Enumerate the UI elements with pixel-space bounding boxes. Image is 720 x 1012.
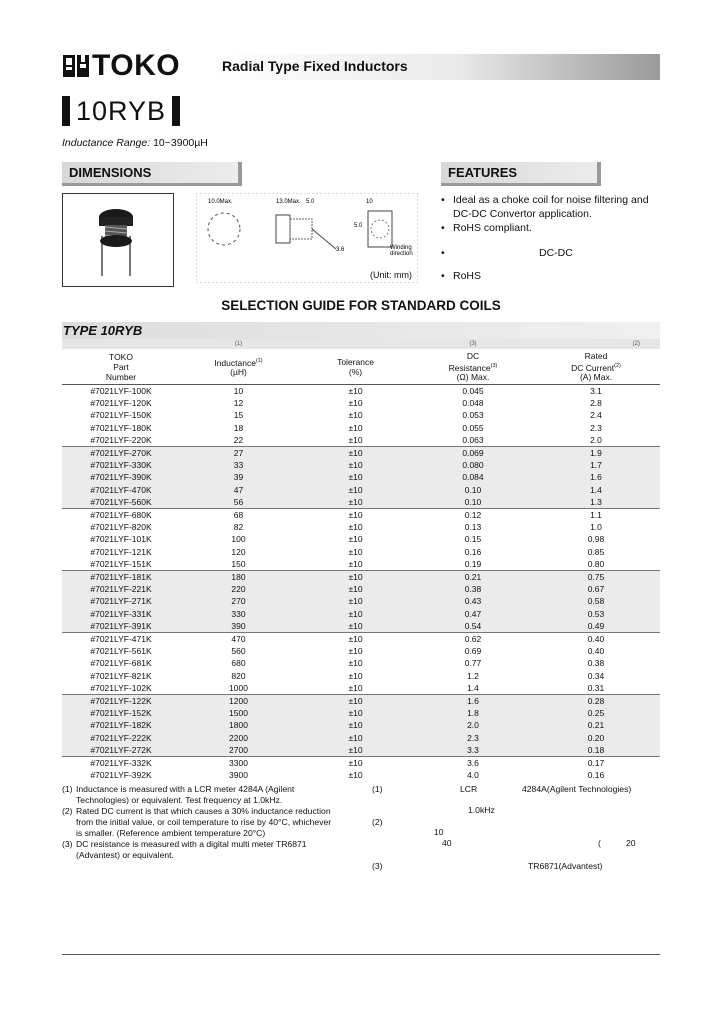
- cell-inductance: 2700: [180, 744, 297, 757]
- cell-dc-resistance: 0.048: [462, 398, 484, 409]
- cell-rated-current: 0.20: [532, 732, 660, 744]
- cell-rated-current: 0.34: [587, 670, 605, 681]
- cell-inductance: 330: [180, 608, 297, 620]
- cell-inductance: 120: [231, 546, 246, 557]
- cell-tolerance: ±10: [297, 719, 414, 731]
- cell-part-number: #7021LYF-101K: [90, 534, 152, 545]
- table-row: [62, 558, 660, 571]
- note-item: (1) Inductance is measured with a LCR meter 4284A (Agilent Technologies) or equivalent. Test frequency at 1.0kHz.: [62, 784, 295, 805]
- part-name: 10RYB: [76, 96, 167, 126]
- toko-logo-mark-icon: [62, 53, 90, 79]
- bullet-icon: •: [441, 270, 445, 282]
- cell-tolerance: ±10: [297, 620, 414, 633]
- cell-rated-current: 1.0: [590, 522, 602, 533]
- cell-part-number: #7021LYF-152K: [62, 707, 180, 719]
- part-heading: [62, 96, 180, 126]
- cell-inductance: 12: [233, 398, 244, 409]
- cell-dc-resistance: 0.045: [462, 386, 484, 396]
- bullet-icon: •: [441, 222, 445, 234]
- cell-tolerance: ±10: [348, 522, 363, 533]
- cell-tolerance: ±10: [348, 546, 363, 557]
- cell-part-number: #7021LYF-270K: [62, 447, 180, 460]
- cell-dc-resistance: 0.16: [464, 546, 482, 557]
- bullet-icon: •: [441, 194, 445, 206]
- dim-label-7: direction: [390, 251, 413, 257]
- cell-part-number: #7021LYF-150K: [90, 410, 152, 421]
- cell-inductance: 270: [180, 595, 297, 607]
- cell-part-number: #7021LYF-121K: [90, 546, 152, 557]
- cell-tolerance: ±10: [348, 386, 363, 396]
- table-row: [62, 695, 660, 708]
- cell-rated-current: 0.49: [532, 620, 660, 633]
- cell-rated-current: 2.3: [590, 422, 602, 433]
- cell-rated-current: 0.85: [587, 546, 605, 557]
- cell-tolerance: ±10: [348, 422, 363, 433]
- cell-part-number: #7021LYF-391K: [62, 620, 180, 633]
- table-row: [62, 484, 660, 496]
- table-row: [62, 757, 660, 770]
- cell-part-number: #7021LYF-102K: [62, 682, 180, 695]
- cell-inductance: 1000: [180, 682, 297, 695]
- col-header-part: TOKO Part Number: [62, 349, 180, 385]
- dim-label-1: 13.0Max.: [276, 199, 301, 205]
- table-row: [62, 682, 660, 695]
- cell-inductance: 150: [180, 558, 297, 571]
- cell-dc-resistance: 0.12: [464, 510, 482, 521]
- cell-part-number: #7021LYF-272K: [62, 744, 180, 757]
- cell-part-number: #7021LYF-820K: [90, 522, 152, 533]
- cell-inductance: 22: [180, 434, 297, 447]
- cell-dc-resistance: 0.15: [464, 534, 482, 545]
- cell-inductance: 56: [180, 496, 297, 509]
- cell-tolerance: ±10: [297, 583, 414, 595]
- range-label: Inductance Range:: [62, 137, 151, 149]
- col-header-inductance: Inductance$^{(1)}$ (µH): [180, 349, 297, 385]
- cell-rated-current: 0.58: [532, 595, 660, 607]
- cell-tolerance: ±10: [348, 398, 363, 409]
- cell-part-number: #7021LYF-180K: [90, 422, 152, 433]
- cell-inductance: 27: [180, 447, 297, 460]
- cell-tolerance: ±10: [297, 484, 414, 496]
- cell-dc-resistance: 1.4: [414, 682, 532, 695]
- cell-inductance: 33: [180, 459, 297, 471]
- cell-part-number: #7021LYF-120K: [90, 398, 152, 409]
- cell-part-number: #7021LYF-151K: [62, 558, 180, 571]
- table-row: [62, 620, 660, 633]
- cell-dc-resistance: 1.2: [467, 670, 479, 681]
- dim-label-2: 5.0: [306, 199, 315, 205]
- cell-part-number: #7021LYF-222K: [62, 732, 180, 744]
- cell-rated-current: 0.21: [532, 719, 660, 731]
- cell-part-number: #7021LYF-471K: [90, 634, 152, 645]
- cell-part-number: #7021LYF-392K: [90, 770, 152, 781]
- unit-label: (Unit: mm): [370, 270, 412, 280]
- cell-tolerance: ±10: [348, 410, 363, 421]
- cell-tolerance: ±10: [348, 658, 363, 669]
- cell-inductance: 180: [180, 571, 297, 584]
- col-header-tolerance: Tolerance (%): [297, 349, 414, 385]
- cell-part-number: #7021LYF-561K: [90, 646, 152, 657]
- table-row: [62, 434, 660, 447]
- table-row: [62, 595, 660, 607]
- footer-rule: [62, 954, 660, 955]
- cell-part-number: #7021LYF-680K: [90, 510, 152, 521]
- cell-rated-current: 0.53: [532, 608, 660, 620]
- dim-label-6: Winding: [390, 245, 412, 251]
- cell-tolerance: ±10: [297, 695, 414, 708]
- cell-rated-current: 0.18: [532, 744, 660, 757]
- cell-inductance: 39: [180, 471, 297, 483]
- cell-dc-resistance: 0.43: [414, 595, 532, 607]
- cell-tolerance: ±10: [297, 744, 414, 757]
- page-title: Radial Type Fixed Inductors: [222, 58, 408, 74]
- cell-part-number: #7021LYF-182K: [62, 719, 180, 731]
- table-row: [62, 670, 660, 682]
- cell-dc-resistance: 0.063: [414, 434, 532, 447]
- cell-inductance: 100: [231, 534, 246, 545]
- cell-inductance: 220: [180, 583, 297, 595]
- inductance-range: [62, 137, 208, 149]
- cell-rated-current: 0.40: [587, 634, 605, 645]
- cell-inductance: 18: [233, 422, 244, 433]
- table-row: [62, 459, 660, 471]
- cell-rated-current: 0.67: [532, 583, 660, 595]
- cell-dc-resistance: 0.069: [414, 447, 532, 460]
- cell-tolerance: ±10: [297, 471, 414, 483]
- col-header-dc-resistance: DC Resistance$^{(3)}$ (Ω) Max.: [414, 349, 532, 385]
- table-note-row: (1) (3) (2): [62, 339, 660, 349]
- toko-logo: [62, 49, 181, 82]
- cell-rated-current: 1.3: [532, 496, 660, 509]
- table-row: [62, 744, 660, 757]
- cell-part-number: #7021LYF-560K: [62, 496, 180, 509]
- bullet-icon: •: [441, 246, 445, 259]
- cell-dc-resistance: 0.38: [414, 583, 532, 595]
- cell-dc-resistance: 3.3: [414, 744, 532, 757]
- cell-part-number: #7021LYF-181K: [62, 571, 180, 584]
- cell-dc-resistance: 3.6: [467, 758, 479, 769]
- cell-dc-resistance: 0.19: [414, 558, 532, 571]
- feature-item: • DC-DC: [441, 246, 573, 259]
- table-row: [62, 633, 660, 646]
- selection-table: [62, 339, 660, 782]
- note-item: (2) Rated DC current is that which causes a 30% inductance reduction from the initial value, or coil temperature to rise by 40°C, whichever is smaller. (Reference ambient temperature 20°C): [62, 806, 332, 838]
- cell-dc-resistance: 0.21: [414, 571, 532, 584]
- product-photo: [62, 193, 174, 287]
- cell-tolerance: ±10: [348, 670, 363, 681]
- feature-item: • RoHS: [441, 270, 482, 282]
- cell-part-number: #7021LYF-221K: [62, 583, 180, 595]
- table-row: [62, 447, 660, 460]
- cell-inductance: 3300: [229, 758, 248, 769]
- cell-dc-resistance: 1.8: [414, 707, 532, 719]
- cell-dc-resistance: 1.6: [414, 695, 532, 708]
- table-row: [62, 719, 660, 731]
- dimensions-section-bar: DIMENSIONS: [62, 162, 242, 186]
- cell-dc-resistance: 4.0: [467, 770, 479, 781]
- cell-inductance: 47: [180, 484, 297, 496]
- cell-inductance: 470: [231, 634, 246, 645]
- cell-part-number: #7021LYF-271K: [62, 595, 180, 607]
- cell-rated-current: 2.8: [590, 398, 602, 409]
- cell-inductance: 390: [180, 620, 297, 633]
- dim-label-3: 10: [366, 199, 373, 205]
- cell-rated-current: 0.98: [587, 534, 605, 545]
- cell-dc-resistance: 2.3: [414, 732, 532, 744]
- cell-inductance: 10: [233, 386, 244, 396]
- cell-rated-current: 0.25: [532, 707, 660, 719]
- cell-tolerance: ±10: [348, 646, 363, 657]
- cell-inductance: 560: [231, 646, 246, 657]
- inductor-photo-icon: [63, 194, 173, 286]
- cell-dc-resistance: 2.0: [414, 719, 532, 731]
- cell-tolerance: ±10: [348, 634, 363, 645]
- type-label: TYPE 10RYB: [63, 323, 143, 338]
- table-row: [62, 769, 660, 781]
- cell-tolerance: ±10: [297, 459, 414, 471]
- notes-japanese: (1) LCR 4284A(Agilent Technologies) 1.0kHz (2) 10 40 ( 20 (3) TR6871(Advantest): [372, 784, 636, 871]
- table-row: [62, 521, 660, 533]
- range-value: 10~3900µH: [153, 137, 208, 149]
- cell-part-number: #7021LYF-331K: [62, 608, 180, 620]
- cell-tolerance: ±10: [348, 758, 363, 769]
- cell-part-number: #7021LYF-100K: [90, 386, 152, 396]
- cell-dc-resistance: 0.54: [414, 620, 532, 633]
- part-heading-right-bar: [172, 96, 180, 126]
- col-header-rated-current: Rated DC Current$^{(2)}$ (A) Max.: [532, 349, 660, 385]
- cell-tolerance: ±10: [348, 510, 363, 521]
- cell-tolerance: ±10: [297, 595, 414, 607]
- cell-tolerance: ±10: [297, 707, 414, 719]
- cell-part-number: #7021LYF-821K: [90, 670, 152, 681]
- cell-rated-current: 1.6: [532, 471, 660, 483]
- cell-part-number: #7021LYF-122K: [62, 695, 180, 708]
- table-row: [62, 397, 660, 409]
- cell-part-number: #7021LYF-332K: [90, 758, 152, 769]
- features-list: [441, 194, 666, 285]
- cell-dc-resistance: 0.62: [464, 634, 482, 645]
- table-row: [62, 645, 660, 657]
- cell-tolerance: ±10: [297, 558, 414, 571]
- cell-part-number: #7021LYF-470K: [62, 484, 180, 496]
- cell-part-number: #7021LYF-681K: [90, 658, 152, 669]
- cell-rated-current: 1.1: [590, 510, 602, 521]
- feature-item: • Ideal as a choke coil for noise filtering and DC-DC Convertor application.: [441, 194, 649, 220]
- cell-rated-current: 1.7: [532, 459, 660, 471]
- table-row: [62, 707, 660, 719]
- table-row: [62, 496, 660, 509]
- cell-part-number: #7021LYF-220K: [62, 434, 180, 447]
- cell-rated-current: 2.4: [590, 410, 602, 421]
- cell-inductance: 820: [231, 670, 246, 681]
- note-item: (3) DC resistance is measured with a digital multi meter TR6871 (Advantest) or equivalent.: [62, 839, 307, 860]
- table-row: [62, 422, 660, 434]
- cell-part-number: #7021LYF-330K: [62, 459, 180, 471]
- cell-rated-current: 0.38: [587, 658, 605, 669]
- cell-tolerance: ±10: [297, 608, 414, 620]
- cell-rated-current: 0.28: [532, 695, 660, 708]
- cell-rated-current: 2.0: [532, 434, 660, 447]
- cell-inductance: 68: [233, 510, 244, 521]
- cell-rated-current: 1.9: [532, 447, 660, 460]
- table-row: [62, 546, 660, 558]
- cell-dc-resistance: 0.10: [414, 496, 532, 509]
- cell-rated-current: 0.31: [532, 682, 660, 695]
- cell-inductance: 1500: [180, 707, 297, 719]
- cell-dc-resistance: 0.084: [414, 471, 532, 483]
- dim-label-5: 3.6: [336, 247, 345, 253]
- cell-inductance: 3900: [229, 770, 248, 781]
- dim-label-4: 5.0: [354, 223, 363, 229]
- cell-dc-resistance: 0.77: [464, 658, 482, 669]
- cell-tolerance: ±10: [297, 496, 414, 509]
- cell-dc-resistance: 0.13: [464, 522, 482, 533]
- cell-inductance: 82: [233, 522, 244, 533]
- cell-rated-current: 0.40: [587, 646, 605, 657]
- table-row: [62, 385, 660, 398]
- cell-rated-current: 0.17: [587, 758, 605, 769]
- cell-rated-current: 0.80: [532, 558, 660, 571]
- cell-inductance: 1200: [180, 695, 297, 708]
- cell-dc-resistance: 0.47: [414, 608, 532, 620]
- dim-label-0: 10.0Max.: [208, 199, 233, 205]
- cell-dc-resistance: 0.053: [462, 410, 484, 421]
- cell-tolerance: ±10: [297, 732, 414, 744]
- cell-part-number: #7021LYF-390K: [62, 471, 180, 483]
- cell-rated-current: 0.16: [587, 770, 605, 781]
- cell-dc-resistance: 0.055: [462, 422, 484, 433]
- brand-name: TOKO: [92, 49, 181, 82]
- notes-english: [62, 784, 332, 861]
- cell-tolerance: ±10: [297, 434, 414, 447]
- cell-inductance: 680: [231, 658, 246, 669]
- table-row: [62, 657, 660, 669]
- table-row: [62, 471, 660, 483]
- table-row: [62, 571, 660, 584]
- part-heading-left-bar: [62, 96, 70, 126]
- selection-guide-title: SELECTION GUIDE FOR STANDARD COILS: [221, 298, 501, 313]
- cell-tolerance: ±10: [297, 571, 414, 584]
- cell-inductance: 2200: [180, 732, 297, 744]
- table-body: [62, 385, 660, 782]
- table-row: [62, 509, 660, 522]
- features-section-bar: FEATURES: [441, 162, 601, 186]
- feature-item: • RoHS compliant.: [441, 222, 532, 234]
- cell-rated-current: 1.4: [532, 484, 660, 496]
- table-row: [62, 732, 660, 744]
- table-row: [62, 583, 660, 595]
- table-row: [62, 533, 660, 545]
- cell-tolerance: ±10: [297, 447, 414, 460]
- table-header-row: [62, 349, 660, 385]
- cell-tolerance: ±10: [348, 534, 363, 545]
- type-bar: [62, 322, 660, 339]
- cell-inductance: 15: [233, 410, 244, 421]
- cell-dc-resistance: 0.10: [414, 484, 532, 496]
- table-row: [62, 608, 660, 620]
- table-row: [62, 409, 660, 421]
- cell-dc-resistance: 0.69: [464, 646, 482, 657]
- cell-dc-resistance: 0.080: [414, 459, 532, 471]
- cell-inductance: 1800: [180, 719, 297, 731]
- cell-tolerance: ±10: [297, 682, 414, 695]
- cell-rated-current: 0.75: [532, 571, 660, 584]
- cell-tolerance: ±10: [348, 770, 363, 781]
- cell-rated-current: 3.1: [590, 386, 602, 396]
